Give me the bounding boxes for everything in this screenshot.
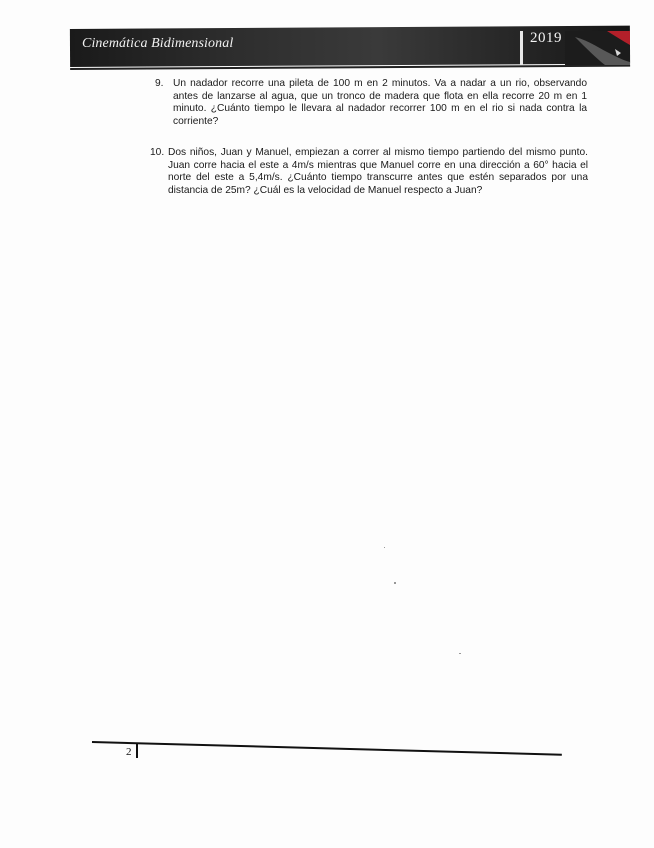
scan-speck (459, 653, 461, 654)
problem-text: Un nadador recorre una pileta de 100 m en 2 minutos. Va a nadar a un rio, observando antes de lanzarse al agua, que un tronco de madera que flota en ella recorre 20 m en 1 minuto. ¿Cuánto tiempo le llevara al nadador recorrer 100 m en el rio si nada contra la corriente? (173, 78, 587, 127)
header-year: 2019 (530, 30, 562, 46)
scan-speck (394, 582, 396, 584)
scan-speck (384, 547, 385, 548)
footer-rule (92, 741, 562, 755)
problem-10 (150, 147, 588, 197)
header-divider (520, 31, 523, 65)
problem-number: 10. (150, 147, 165, 158)
header-title: Cinemática Bidimensional (82, 36, 234, 51)
header-wave-decoration (565, 31, 630, 65)
page-number-divider (136, 743, 138, 758)
problem-text: Dos niños, Juan y Manuel, empiezan a correr al mismo tiempo partiendo del mismo punto. Juan corre hacia el este a 4m/s mientras que Manuel corre en una dirección a 60° hacia el norte del este a 5,4m/s. ¿Cuánto tiempo transcurre antes que estén separados por una distancia de 25m? ¿Cuál es la velocidad de Manuel respecto a Juan? (168, 147, 588, 196)
problem-number: 9. (155, 78, 164, 89)
problem-9 (155, 78, 587, 128)
page-number: 2 (126, 746, 132, 758)
